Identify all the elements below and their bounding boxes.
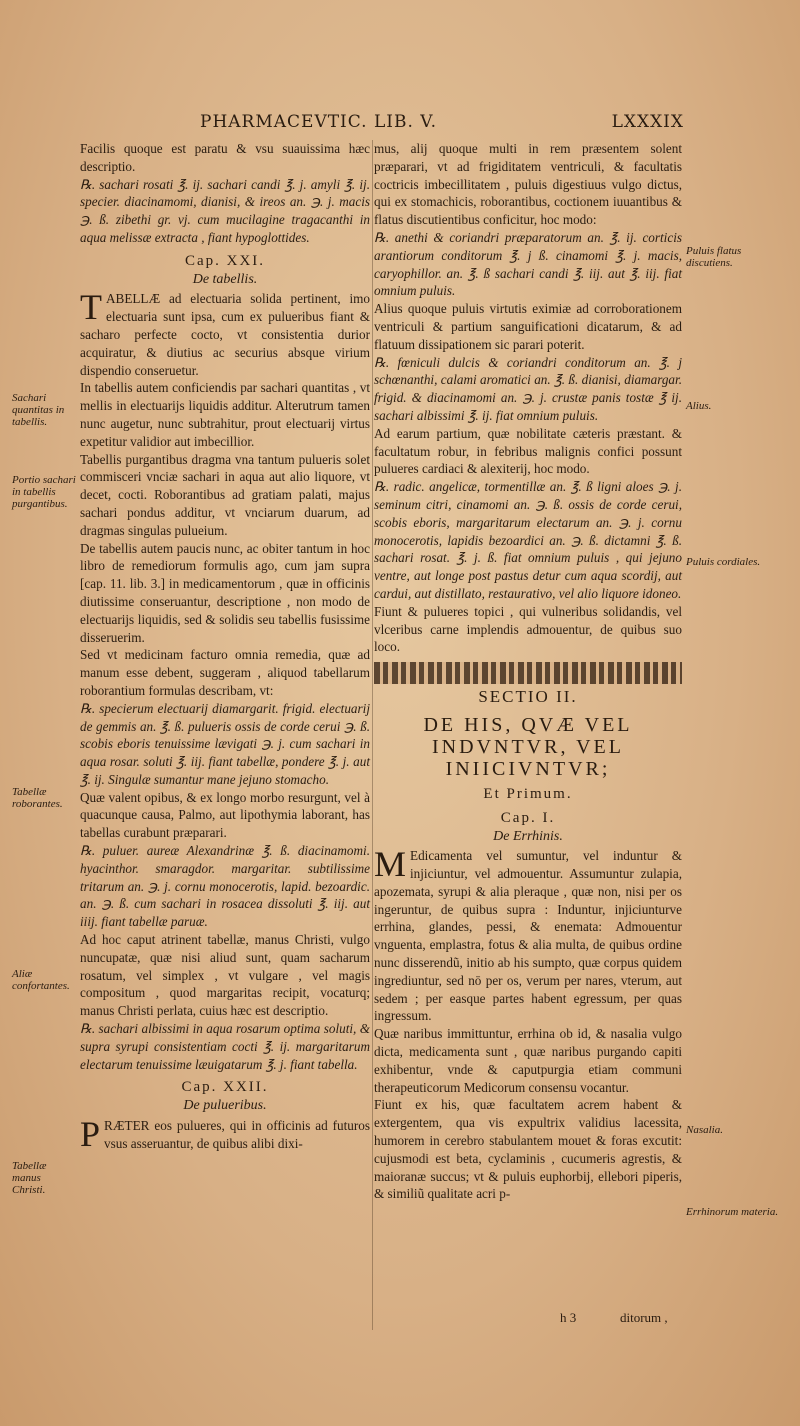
subheading: Et Primum. (483, 785, 573, 802)
right-column (374, 140, 682, 1203)
margin-note: Errhinorum materia. (686, 1206, 779, 1218)
decorative-border (374, 662, 682, 684)
margin-note: Aliæ confortantes. (12, 968, 70, 992)
recipe: ℞. puluer. aureæ Alexandrinæ ℥. ß. diacinamomi. hyacinthor. smaragdor. margaritar. subtilissime tritarum an. ℈. j. cornu monocerotis, lapid. bezoardic. an. ℈. ß. cum sachari in rosacea dissoluti ℥. iij. aut iiij. fiant tabellæ paruæ. (80, 843, 370, 930)
margin-note: Puluis flatus discutiens. (686, 245, 742, 269)
paragraph: Fiunt ex his, quæ facultatem acrem habent & extergentem, qua vis expultrix validius lacessita, humorem in cerebro stabulantem mouet & foras excutit: cujusmodi est beta, cyclaminis , cucumeris agrestis, & maioranæ succus; vt & puluis euphorbij, ellebori piperis, & similiũ qualitate acri p- (374, 1097, 682, 1202)
paragraph (80, 287, 370, 379)
margin-note: Sachari quantitas in tabellis. (12, 392, 65, 428)
catchword: ditorum , (620, 1310, 668, 1325)
recipe: ℞. specierum electuarij diamargarit. frigid. electuarij de gemmis an. ℥. ß. pulueris ossis de corde cerui ℈. ß. scobis eboris tenuissime lævigati ℈. j. cum sachari in aqua rosar. soluti ℥. iij. fiant tabellæ, pondere ℥. j. aut ℥. ij. Singulæ sumantur mane jejuno stomacho. (80, 700, 370, 787)
paragraph: De tabellis autem paucis nunc, ac obiter tantum in hoc libro de remediorum formulis ago, cum jam supra [cap. 11. lib. 3.] in medicamentorum , quæ in officinis diutissime conseruantur, descriptione , non modo de electuarijs liquidis, sed & solidis seu tabellis fusissime disseruerim. (80, 540, 370, 645)
recipe: ℞. fœniculi dulcis & coriandri conditorum an. ℥. j schœnanthi, calami aromatici an. ℥. ß. dianisi, diamargar. frigid. & diacinamomi an. ℈. j. crustæ panis tostæ ℥ ij. sachari albissimi ℥. ij. fiat omnium puluis. (374, 354, 682, 423)
paragraph: Fiunt & pulueres topici , qui vulneribus solidandis, vel vlceribus carne implendis admouentur, de quibus suo loco. (374, 603, 682, 655)
margin-note: Alius. (686, 400, 712, 412)
running-title: PHARMACEVTIC. LIB. V. (200, 112, 437, 132)
recipe: ℞. sachari albissimi in aqua rosarum optima soluti, & supra syrupi consistentiam cocti ℥. ij. margaritarum electarum tenuissime læuigatarum ℥. j. fiant tabella. (80, 1021, 370, 1072)
paragraph (80, 1114, 370, 1155)
paragraph (374, 844, 682, 1025)
chapter-heading: Cap. I. (500, 809, 556, 826)
chapter-subtitle: De Errhinis. (493, 828, 563, 844)
margin-note: Puluis cordiales. (686, 556, 761, 568)
paragraph: Quæ valent opibus, & ex longo morbo resurgunt, vel à quacunque causa, Palmo, aut lipothymia laborant, has tabellas curabunt præparari. (80, 789, 370, 841)
chapter-heading: Cap. XXI. (184, 252, 266, 269)
paragraph: Tabellis purgantibus dragma vna tantum pulueris solet commisceri vnciæ sachari in aqua aut alio liquore, vt decet, cocti. Roborantibus ad gratiam palati, majus sachari pondus additur, vt vnciarum duarum, ad dragmas singulas pulueium. (80, 451, 370, 538)
section-title: DE HIS, QVÆ VEL INDVNTVR, VEL INIICIVNTVR; (423, 713, 633, 780)
margin-note: Tabellæ roborantes. (12, 786, 63, 810)
section-heading: SECTIO II. (478, 687, 578, 707)
margin-note: Nasalia. (686, 1124, 723, 1136)
drop-cap: M (374, 844, 407, 885)
chapter-subtitle: De tabellis. (192, 271, 258, 287)
paragraph: mus, alij quoque multi in rem præsentem solent præparari, vt ad frigiditatem ventriculi, & facultatis coctricis imbecillitatem , puluis digestiuus vulgo dictus, qui ex stomachicis, roborantibus, coctionem iuuantibus & flatus discutientibus conficitur, hoc modo: (374, 141, 682, 228)
column-divider (372, 140, 373, 1330)
paragraph: Quæ naribus immittuntur, errhina ob id, & nasalia vulgo dicta, medicamenta sunt , quæ naribus purgando capiti exhibentur, vnde & caputpurgia etiam communi therapeuticorum Medicorum consensu vocantur. (374, 1026, 682, 1095)
paragraph: Ad earum partium, quæ nobilitate cæteris præstant. & facultatum robur, in febribus malignis confici possunt pulueres cardiaci & alexiterij, hoc modo. (374, 425, 682, 477)
drop-cap: T (80, 287, 102, 328)
running-header (74, 112, 684, 136)
chapter-subtitle: De pulueribus. (183, 1098, 267, 1114)
paragraph: Sed vt medicinam facturo omnia remedia, quæ ad manum esse debent, suggeram , aliquod tabellarum roborantium formulas describam, vt: (80, 647, 370, 698)
signature-mark: h 3 (560, 1310, 577, 1325)
recipe: ℞. radic. angelicæ, tormentillæ an. ℥. ß ligni aloes ℈. j. seminum citri, cinamomi an. ℈. ß. ossis de corde cerui, scobis eboris, margaritarum electarum an. ℈. j. cornu monocerotis, lapidis bezoardici an. ℈. ß. dictamni ℥. ß. sachari rosat. ℥. j. ß. fiat omnium puluis , qui jejuno ventre, aut longe post pastus detur cum aqua scordij, aut cardui, aut distillato, restaurativo, vel alio liquore idoneo. (374, 479, 682, 601)
drop-cap: P (80, 1114, 101, 1155)
recipe: ℞. sachari rosati ℥. ij. sachari candi ℥. j. amyli ℥. ij. specier. diacinamomi, dianisi, & ireos an. ℈. j. macis ℈. ß. zibethi gr. vj. cum mucilagine tragacanthi in aqua melissæ extracta , fiant hypoglottides. (80, 176, 370, 245)
left-column (80, 140, 370, 1153)
paragraph-text: Edicamenta vel sumuntur, vel induntur & injiciuntur, vel admouentur. Assumuntur zulapia, apozemata, syrupi & alia pleraque , quæ non, nisi per os ingeruntur, de quibus supra : Induntur, injiciunturve errhina, glandes, pessi, & enemata: Admouentur vnguenta, emplastra, fotus & alia multa, de quibus ordine nunc disserendũ, initio ab his sumpto, quæ corpus quidem ingrediuntur, sed nō per os, verum per nares, vterum, aut sedem ; per easque partes habent egressum, per quas ingressum. (374, 848, 682, 1024)
paragraph: Ad hoc caput atrinent tabellæ, manus Christi, vulgo nuncupatæ, quæ nisi aliud sunt, quam sacharum rosatum, vel simplex , vt vulgare , vel magis compositum , quod margaritas recipit, vocaturq; manus Christi perlata, cuius hæc est descriptio. (80, 932, 370, 1019)
folio-number: LXXXIX (611, 112, 684, 132)
paragraph-text: ABELLÆ ad electuaria solida pertinent, imo electuaria sunt ipsa, cum ex pulueribus fiant & sacharo perfecte cocto, vt consistentia durior acquiratur, & diutius ac securius absque virium dispendio conseruetur. (80, 291, 370, 378)
paragraph: Facilis quoque est paratu & vsu suauissima hæc descriptio. (80, 141, 370, 174)
margin-note: Portio sachari in tabellis purgantibus. (12, 474, 76, 510)
paragraph-text: RÆTER eos pulueres, qui in officinis ad futuros vsus asseruantur, de quibus alibi dixi- (104, 1118, 370, 1151)
paragraph: Alius quoque puluis virtutis eximiæ ad corroborationem ventriculi & partium sanguificationi dicatarum, & ad flatuum dissipationem sic parari poterit. (374, 301, 682, 352)
chapter-heading: Cap. XXII. (181, 1079, 269, 1096)
recipe: ℞. anethi & coriandri præparatorum an. ℥. ij. corticis arantiorum conditorum ℥. j ß. cinamomi ℥. j. macis, caryophillor. an. ℥. ß sachari candi ℥. iij. aut ℥. iij. fiat omnium puluis. (374, 229, 682, 299)
margin-note: Tabellæ manus Christi. (12, 1160, 47, 1196)
paragraph: In tabellis autem conficiendis par sachari quantitas , vt mellis in electuarijs liquidis additur. Alterutrum tamen nunc augetur, nunc subtrahitur, prout electuarij virtus expetitur validior aut imbecillior. (80, 380, 370, 449)
